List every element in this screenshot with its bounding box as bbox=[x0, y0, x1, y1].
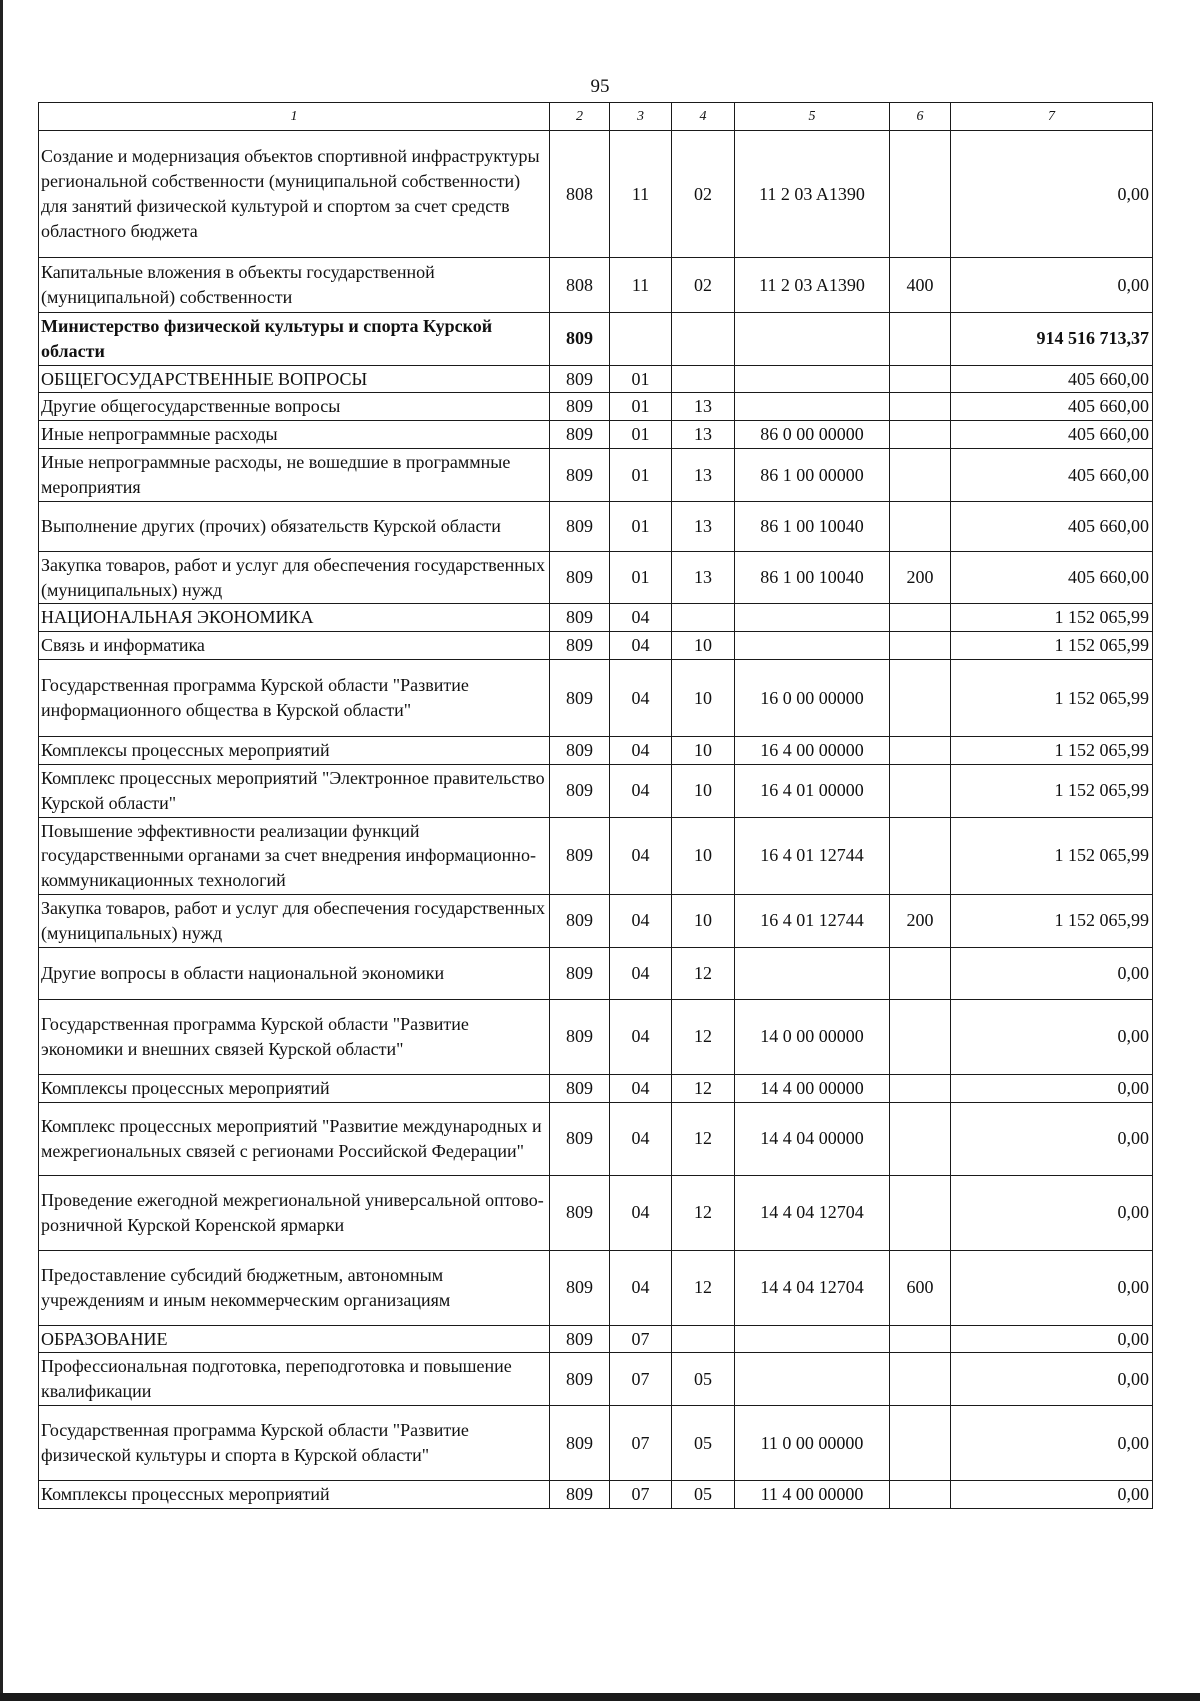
table-row bbox=[39, 1175, 1153, 1250]
row-name-cell: НАЦИОНАЛЬНАЯ ЭКОНОМИКА bbox=[39, 604, 550, 632]
column-4-cell: 13 bbox=[672, 501, 735, 551]
column-4-cell: 12 bbox=[672, 1102, 735, 1175]
column-6-cell bbox=[890, 1481, 951, 1509]
row-name-cell: ОБЩЕГОСУДАРСТВЕННЫЕ ВОПРОСЫ bbox=[39, 365, 550, 393]
column-3-cell: 01 bbox=[610, 551, 672, 604]
column-2-cell: 809 bbox=[550, 1481, 610, 1509]
column-3-cell: 01 bbox=[610, 421, 672, 449]
column-6-cell bbox=[890, 1175, 951, 1250]
column-5-cell: 86 0 00 00000 bbox=[735, 421, 890, 449]
column-2-cell: 809 bbox=[550, 817, 610, 894]
amount-cell: 1 152 065,99 bbox=[951, 660, 1153, 737]
amount-cell: 0,00 bbox=[951, 1481, 1153, 1509]
column-3-cell: 04 bbox=[610, 660, 672, 737]
column-2-cell: 809 bbox=[550, 501, 610, 551]
column-number: 3 bbox=[610, 103, 672, 131]
table-row bbox=[39, 1250, 1153, 1325]
column-6-cell: 200 bbox=[890, 895, 951, 948]
column-6-cell bbox=[890, 1406, 951, 1481]
row-name-cell: Государственная программа Курской области "Развитие информационного общества в Курской области" bbox=[39, 660, 550, 737]
column-6-cell bbox=[890, 449, 951, 502]
table-row bbox=[39, 1406, 1153, 1481]
column-4-cell: 10 bbox=[672, 737, 735, 765]
amount-cell: 0,00 bbox=[951, 1175, 1153, 1250]
column-2-cell: 809 bbox=[550, 1325, 610, 1353]
column-4-cell: 10 bbox=[672, 632, 735, 660]
column-6-cell bbox=[890, 421, 951, 449]
column-2-cell: 809 bbox=[550, 1250, 610, 1325]
column-5-cell: 16 4 01 12744 bbox=[735, 817, 890, 894]
column-6-cell bbox=[890, 737, 951, 765]
column-5-cell: 11 2 03 A1390 bbox=[735, 131, 890, 258]
column-3-cell: 07 bbox=[610, 1481, 672, 1509]
row-name-cell: Государственная программа Курской области "Развитие экономики и внешних связей Курской области" bbox=[39, 999, 550, 1074]
column-3-cell: 04 bbox=[610, 604, 672, 632]
column-6-cell bbox=[890, 501, 951, 551]
column-number: 5 bbox=[735, 103, 890, 131]
amount-cell: 0,00 bbox=[951, 1074, 1153, 1102]
column-2-cell: 808 bbox=[550, 131, 610, 258]
column-4-cell: 13 bbox=[672, 449, 735, 502]
scan-left-edge bbox=[0, 0, 3, 1701]
column-6-cell: 600 bbox=[890, 1250, 951, 1325]
column-2-cell: 809 bbox=[550, 421, 610, 449]
amount-cell: 0,00 bbox=[951, 131, 1153, 258]
table-row bbox=[39, 632, 1153, 660]
column-5-cell bbox=[735, 632, 890, 660]
amount-cell: 0,00 bbox=[951, 258, 1153, 313]
column-2-cell: 809 bbox=[550, 313, 610, 366]
column-5-cell: 11 2 03 A1390 bbox=[735, 258, 890, 313]
column-6-cell bbox=[890, 131, 951, 258]
row-name-cell: Создание и модернизация объектов спортивной инфраструктуры региональной собственности (муниципальной собственности) для занятий физической культурой и спортом за счет средств областного бюджета bbox=[39, 131, 550, 258]
column-5-cell: 16 4 00 00000 bbox=[735, 737, 890, 765]
table-row bbox=[39, 365, 1153, 393]
amount-cell: 0,00 bbox=[951, 1102, 1153, 1175]
column-5-cell: 86 1 00 10040 bbox=[735, 551, 890, 604]
column-2-cell: 809 bbox=[550, 393, 610, 421]
column-2-cell: 809 bbox=[550, 660, 610, 737]
row-name-cell: Капитальные вложения в объекты государственной (муниципальной) собственности bbox=[39, 258, 550, 313]
column-5-cell: 16 0 00 00000 bbox=[735, 660, 890, 737]
column-4-cell bbox=[672, 1325, 735, 1353]
amount-cell: 405 660,00 bbox=[951, 393, 1153, 421]
row-name-cell: Закупка товаров, работ и услуг для обеспечения государственных (муниципальных) нужд bbox=[39, 895, 550, 948]
table-row bbox=[39, 1481, 1153, 1509]
amount-cell: 1 152 065,99 bbox=[951, 817, 1153, 894]
column-5-cell bbox=[735, 393, 890, 421]
column-6-cell bbox=[890, 764, 951, 817]
column-6-cell bbox=[890, 393, 951, 421]
column-2-cell: 809 bbox=[550, 604, 610, 632]
row-name-cell: Связь и информатика bbox=[39, 632, 550, 660]
column-5-cell: 11 4 00 00000 bbox=[735, 1481, 890, 1509]
column-5-cell: 16 4 01 12744 bbox=[735, 895, 890, 948]
table-row bbox=[39, 947, 1153, 999]
column-3-cell: 01 bbox=[610, 393, 672, 421]
amount-cell: 1 152 065,99 bbox=[951, 737, 1153, 765]
column-4-cell: 12 bbox=[672, 1175, 735, 1250]
column-3-cell: 04 bbox=[610, 632, 672, 660]
column-5-cell: 14 0 00 00000 bbox=[735, 999, 890, 1074]
column-6-cell bbox=[890, 999, 951, 1074]
amount-cell: 1 152 065,99 bbox=[951, 632, 1153, 660]
column-6-cell bbox=[890, 660, 951, 737]
row-name-cell: ОБРАЗОВАНИЕ bbox=[39, 1325, 550, 1353]
table-row bbox=[39, 393, 1153, 421]
column-2-cell: 809 bbox=[550, 737, 610, 765]
column-2-cell: 809 bbox=[550, 1175, 610, 1250]
column-5-cell bbox=[735, 1353, 890, 1406]
column-4-cell bbox=[672, 604, 735, 632]
column-number-row bbox=[39, 103, 1153, 131]
row-name-cell: Иные непрограммные расходы bbox=[39, 421, 550, 449]
amount-cell: 1 152 065,99 bbox=[951, 604, 1153, 632]
row-name-cell: Комплекс процессных мероприятий "Развитие международных и межрегиональных связей с регионами Российской Федерации" bbox=[39, 1102, 550, 1175]
column-3-cell: 07 bbox=[610, 1325, 672, 1353]
amount-cell: 914 516 713,37 bbox=[951, 313, 1153, 366]
row-name-cell: Другие вопросы в области национальной экономики bbox=[39, 947, 550, 999]
column-number: 2 bbox=[550, 103, 610, 131]
column-2-cell: 809 bbox=[550, 632, 610, 660]
column-3-cell: 11 bbox=[610, 131, 672, 258]
column-4-cell: 05 bbox=[672, 1353, 735, 1406]
column-2-cell: 809 bbox=[550, 764, 610, 817]
row-name-cell: Проведение ежегодной межрегиональной универсальной оптово-розничной Курской Коренской ярмарки bbox=[39, 1175, 550, 1250]
column-4-cell: 13 bbox=[672, 551, 735, 604]
column-5-cell: 14 4 04 12704 bbox=[735, 1250, 890, 1325]
column-4-cell bbox=[672, 365, 735, 393]
column-5-cell: 16 4 01 00000 bbox=[735, 764, 890, 817]
column-2-cell: 809 bbox=[550, 1353, 610, 1406]
column-5-cell bbox=[735, 1325, 890, 1353]
column-4-cell: 10 bbox=[672, 660, 735, 737]
column-6-cell bbox=[890, 365, 951, 393]
column-3-cell: 01 bbox=[610, 449, 672, 502]
row-name-cell: Иные непрограммные расходы, не вошедшие в программные мероприятия bbox=[39, 449, 550, 502]
column-6-cell bbox=[890, 1353, 951, 1406]
row-name-cell: Комплекс процессных мероприятий "Электронное правительство Курской области" bbox=[39, 764, 550, 817]
table-row bbox=[39, 1325, 1153, 1353]
row-name-cell: Комплексы процессных мероприятий bbox=[39, 1481, 550, 1509]
table-row bbox=[39, 501, 1153, 551]
table-row bbox=[39, 999, 1153, 1074]
amount-cell: 405 660,00 bbox=[951, 501, 1153, 551]
column-5-cell bbox=[735, 313, 890, 366]
table-row bbox=[39, 817, 1153, 894]
column-6-cell bbox=[890, 817, 951, 894]
amount-cell: 1 152 065,99 bbox=[951, 764, 1153, 817]
column-3-cell: 04 bbox=[610, 1175, 672, 1250]
column-3-cell: 04 bbox=[610, 895, 672, 948]
column-5-cell: 86 1 00 10040 bbox=[735, 501, 890, 551]
column-5-cell: 14 4 04 00000 bbox=[735, 1102, 890, 1175]
table-row bbox=[39, 1074, 1153, 1102]
table-row bbox=[39, 660, 1153, 737]
column-2-cell: 809 bbox=[550, 1102, 610, 1175]
column-6-cell bbox=[890, 1074, 951, 1102]
column-number: 4 bbox=[672, 103, 735, 131]
column-2-cell: 809 bbox=[550, 999, 610, 1074]
column-3-cell: 07 bbox=[610, 1353, 672, 1406]
column-3-cell: 04 bbox=[610, 1074, 672, 1102]
row-name-cell: Выполнение других (прочих) обязательств Курской области bbox=[39, 501, 550, 551]
table-row bbox=[39, 895, 1153, 948]
column-6-cell bbox=[890, 604, 951, 632]
table-row bbox=[39, 1353, 1153, 1406]
table-row bbox=[39, 604, 1153, 632]
row-name-cell: Профессиональная подготовка, переподготовка и повышение квалификации bbox=[39, 1353, 550, 1406]
amount-cell: 0,00 bbox=[951, 999, 1153, 1074]
column-2-cell: 808 bbox=[550, 258, 610, 313]
row-name-cell: Комплексы процессных мероприятий bbox=[39, 737, 550, 765]
column-number: 1 bbox=[39, 103, 550, 131]
column-4-cell: 02 bbox=[672, 258, 735, 313]
column-number: 6 bbox=[890, 103, 951, 131]
column-3-cell bbox=[610, 313, 672, 366]
column-2-cell: 809 bbox=[550, 449, 610, 502]
table-row bbox=[39, 1102, 1153, 1175]
column-3-cell: 04 bbox=[610, 817, 672, 894]
column-4-cell bbox=[672, 313, 735, 366]
column-2-cell: 809 bbox=[550, 1074, 610, 1102]
column-2-cell: 809 bbox=[550, 947, 610, 999]
row-name-cell: Повышение эффективности реализации функций государственными органами за счет внедрения информационно-коммуникационных технологий bbox=[39, 817, 550, 894]
column-5-cell bbox=[735, 365, 890, 393]
table-row bbox=[39, 449, 1153, 502]
amount-cell: 405 660,00 bbox=[951, 421, 1153, 449]
column-4-cell: 05 bbox=[672, 1481, 735, 1509]
column-6-cell bbox=[890, 947, 951, 999]
column-4-cell: 10 bbox=[672, 764, 735, 817]
table-row bbox=[39, 313, 1153, 366]
row-name-cell: Комплексы процессных мероприятий bbox=[39, 1074, 550, 1102]
column-4-cell: 10 bbox=[672, 895, 735, 948]
column-2-cell: 809 bbox=[550, 895, 610, 948]
row-name-cell: Министерство физической культуры и спорта Курской области bbox=[39, 313, 550, 366]
table-row bbox=[39, 551, 1153, 604]
scan-bottom-edge bbox=[0, 1693, 1200, 1701]
column-4-cell: 13 bbox=[672, 393, 735, 421]
amount-cell: 0,00 bbox=[951, 1406, 1153, 1481]
table-row bbox=[39, 131, 1153, 258]
table-row bbox=[39, 737, 1153, 765]
column-3-cell: 01 bbox=[610, 365, 672, 393]
column-3-cell: 04 bbox=[610, 1250, 672, 1325]
amount-cell: 405 660,00 bbox=[951, 365, 1153, 393]
column-3-cell: 01 bbox=[610, 501, 672, 551]
column-4-cell: 12 bbox=[672, 1074, 735, 1102]
column-number: 7 bbox=[951, 103, 1153, 131]
column-4-cell: 12 bbox=[672, 1250, 735, 1325]
column-4-cell: 13 bbox=[672, 421, 735, 449]
column-6-cell: 200 bbox=[890, 551, 951, 604]
row-name-cell: Другие общегосударственные вопросы bbox=[39, 393, 550, 421]
amount-cell: 0,00 bbox=[951, 1250, 1153, 1325]
page-number: 95 bbox=[590, 76, 610, 97]
column-6-cell bbox=[890, 313, 951, 366]
amount-cell: 405 660,00 bbox=[951, 449, 1153, 502]
column-5-cell bbox=[735, 947, 890, 999]
column-5-cell: 86 1 00 00000 bbox=[735, 449, 890, 502]
column-2-cell: 809 bbox=[550, 365, 610, 393]
row-name-cell: Закупка товаров, работ и услуг для обеспечения государственных (муниципальных) нужд bbox=[39, 551, 550, 604]
column-4-cell: 10 bbox=[672, 817, 735, 894]
amount-cell: 1 152 065,99 bbox=[951, 895, 1153, 948]
column-4-cell: 02 bbox=[672, 131, 735, 258]
column-6-cell bbox=[890, 632, 951, 660]
column-3-cell: 04 bbox=[610, 1102, 672, 1175]
column-5-cell: 14 4 00 00000 bbox=[735, 1074, 890, 1102]
table-row bbox=[39, 421, 1153, 449]
column-3-cell: 07 bbox=[610, 1406, 672, 1481]
column-3-cell: 04 bbox=[610, 764, 672, 817]
amount-cell: 0,00 bbox=[951, 1353, 1153, 1406]
column-5-cell bbox=[735, 604, 890, 632]
column-6-cell bbox=[890, 1102, 951, 1175]
column-5-cell: 14 4 04 12704 bbox=[735, 1175, 890, 1250]
column-2-cell: 809 bbox=[550, 551, 610, 604]
column-2-cell: 809 bbox=[550, 1406, 610, 1481]
column-3-cell: 11 bbox=[610, 258, 672, 313]
amount-cell: 405 660,00 bbox=[951, 551, 1153, 604]
column-4-cell: 12 bbox=[672, 947, 735, 999]
column-5-cell: 11 0 00 00000 bbox=[735, 1406, 890, 1481]
column-6-cell: 400 bbox=[890, 258, 951, 313]
column-3-cell: 04 bbox=[610, 737, 672, 765]
column-6-cell bbox=[890, 1325, 951, 1353]
column-3-cell: 04 bbox=[610, 999, 672, 1074]
amount-cell: 0,00 bbox=[951, 947, 1153, 999]
table-row bbox=[39, 764, 1153, 817]
amount-cell: 0,00 bbox=[951, 1325, 1153, 1353]
table-row bbox=[39, 258, 1153, 313]
budget-table-body bbox=[39, 103, 1153, 1509]
column-4-cell: 12 bbox=[672, 999, 735, 1074]
column-4-cell: 05 bbox=[672, 1406, 735, 1481]
column-3-cell: 04 bbox=[610, 947, 672, 999]
budget-table bbox=[38, 102, 1153, 1509]
row-name-cell: Предоставление субсидий бюджетным, автономным учреждениям и иным некоммерческим организациям bbox=[39, 1250, 550, 1325]
row-name-cell: Государственная программа Курской области "Развитие физической культуры и спорта в Курской области" bbox=[39, 1406, 550, 1481]
